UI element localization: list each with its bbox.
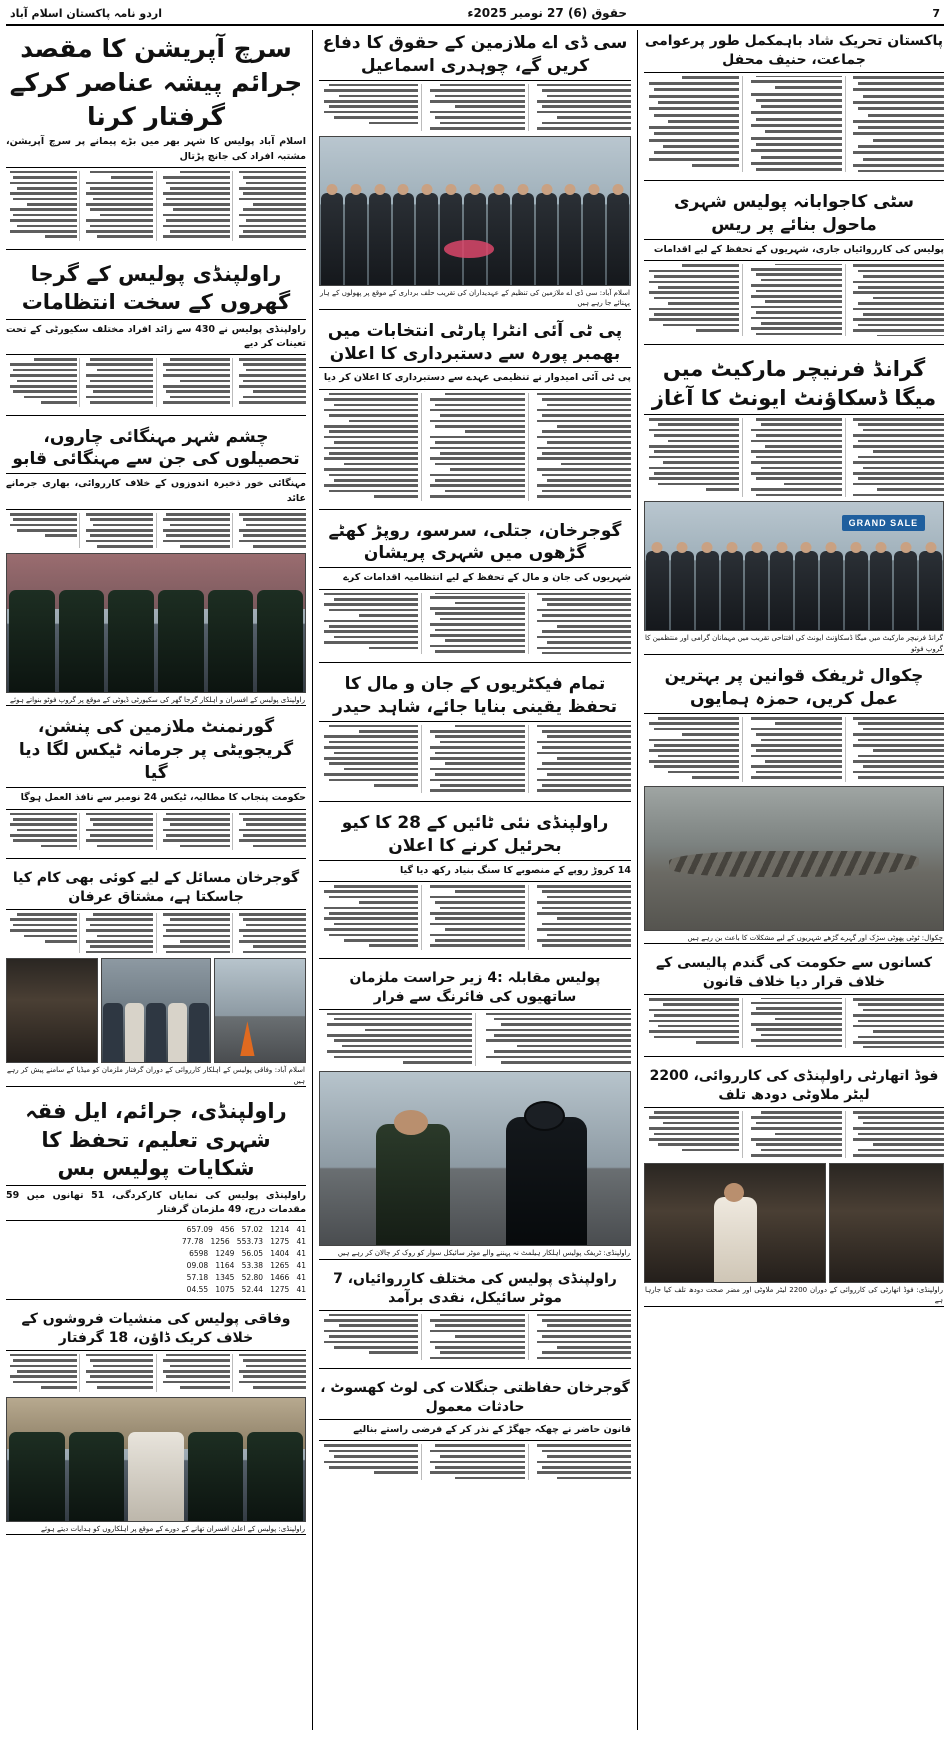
story-body (6, 358, 306, 407)
story-body (6, 513, 306, 548)
divider (319, 801, 631, 802)
divider (644, 1056, 944, 1057)
photo-row (6, 958, 306, 1063)
masthead-page-number: 7 (932, 6, 940, 20)
story-body (644, 418, 944, 497)
headline: پاکستان تحریک شاد باہمکمل طور پرعوامی جماعت، حنیف محفل (644, 30, 944, 73)
subheadline: مہنگائی خور ذخیرہ اندوزوں کے خلاف کارروائی، بھاری جرمانے عائد (6, 477, 306, 510)
subheadline: قانون حاضر نے چھکہ جھگڑ کے نذر کر کے فرضی راستے بنالیے (319, 1423, 631, 1441)
story-security-arrangements (6, 258, 306, 407)
stats-row: 41 1214 57.02 456 657.09 (186, 1225, 306, 1234)
story-body (319, 84, 631, 131)
divider (6, 1299, 306, 1300)
photo-block-police-group (6, 553, 306, 710)
story-body (319, 885, 631, 950)
photo-caption: راولپنڈی: فوڈ اتھارٹی کی کارروائی کے دوران 2200 لیٹر ملاوٹی اور مضر صحت دودھ تلف کیا جارہا ہے (644, 1283, 944, 1307)
story-pti-intra-party (319, 318, 631, 501)
photo-figures (645, 551, 943, 630)
story-search-operation (6, 30, 306, 241)
story-body (644, 717, 944, 782)
story-body (6, 1354, 306, 1392)
headline: پی ٹی آئی انٹرا پارٹی انتخابات میں بھمبر پورہ سے دستبرداری کا اعلان (319, 318, 631, 369)
story-gujar-khan-irfan (6, 867, 306, 953)
story-federal-police-crime (6, 1308, 306, 1392)
photo-street-checkpoint (214, 958, 306, 1063)
story-city-police-report (644, 189, 944, 336)
story-body (319, 1444, 631, 1480)
subheadline: شہریوں کی جان و مال کے تحفظ کے لیے انتظامیہ اقدامات کرے (319, 571, 631, 589)
story-rawalpindi-police-motorcycles (319, 1268, 631, 1361)
column-middle (312, 30, 638, 1730)
subheadline: اسلام آباد پولیس کا شہر بھر میں بڑے پیمانے پر سرچ آپریشن، مشتبہ افراد کی جانچ پڑتال (6, 135, 306, 168)
story-body (319, 393, 631, 501)
stats-row: 41 1265 53.38 1164 09.08 (186, 1261, 306, 1270)
headline: وفاقی پولیس کی منشیات فروشوں کے خلاف کریک ڈاؤن، 18 گرفتار (6, 1308, 306, 1351)
photo-caption: اسلام آباد: وفاقی پولیس کے اہلکار کارروائی کے دوران گرفتار ملزمان کو میڈیا کے سامنے پیش کر رہے ہیں (6, 1063, 306, 1087)
column-left (6, 30, 306, 1730)
photo-caption: گرانڈ فرنیچر مارکیٹ میں میگا ڈسکاؤنٹ ایونٹ کی افتتاحی تقریب میں مہمانان گرامی اور منتظمین کا گروپ فوٹو (644, 631, 944, 655)
divider (319, 1368, 631, 1369)
story-wheat-price (644, 952, 944, 1048)
stats-row: 41 1275 553.73 1256 77.78 (181, 1237, 306, 1246)
story-chakwal-traffic (644, 663, 944, 947)
story-body (644, 998, 944, 1048)
subheadline: 14 کروڑ روپے کے منصوبے کا سنگ بنیاد رکھ دیا گیا (319, 864, 631, 882)
subheadline: حکومت پنجاب کا مطالبہ، ٹیکس 24 نومبر سے نافذ العمل ہوگا (6, 791, 306, 809)
headline: سٹی کاجوابانہ پولیس شہری ماحول بنائے پر ریس (644, 189, 944, 240)
subheadline: پولیس کی کارروائیاں جاری، شہریوں کے تحفظ کے لیے اقدامات (644, 243, 944, 261)
headline: سی ڈی اے ملازمین کے حقوق کا دفاع کریں گے، چوہدری اسماعیل (319, 30, 631, 81)
headline: کسانوں سے حکومت کی گندم پالیسی کے خلاف قرار دیا خلاف قانون (644, 952, 944, 995)
story-body (6, 813, 306, 851)
story-body (319, 725, 631, 793)
subheadline: پی ٹی آئی امیدوار نے تنظیمی عہدے سے دستبرداری کا اعلان کر دیا (319, 371, 631, 389)
photo-figures (320, 193, 630, 285)
story-body (644, 1111, 944, 1158)
story-gujar-khan-gas (319, 518, 631, 654)
photo-figures (7, 590, 305, 692)
headline: راولپنڈی پولیس کے گرجا گھروں کے سخت انتظامات (6, 258, 306, 320)
headline: گوجرخان مسائل کے لیے کوئی بھی کام کیا جاسکتا ہے، مشتاق عرفان (6, 867, 306, 910)
stats-row: 41 1466 52.80 1345 57.18 (186, 1273, 306, 1282)
masthead-date: حقوق (6) 27 نومبر 2025ء (467, 6, 627, 20)
photo-caption: راولپنڈی پولیس کے افسران و اہلکار گرجا گھر کی سکیورٹی ڈیوٹی کے موقع پر گروپ فوٹو بنواتے ہوئے (6, 693, 306, 707)
headline: سرچ آپریشن کا مقصد جرائم پیشہ عناصر کرکے گرفتار کرنا (9, 34, 303, 131)
column-right (644, 30, 944, 1730)
photo-police-team (6, 553, 306, 693)
photo-suspects-lineup (101, 958, 211, 1063)
story-body (319, 593, 631, 654)
photo-row (644, 1163, 944, 1283)
grand-sale-badge: GRAND SALE (842, 515, 926, 531)
headline: گورنمنٹ ملازمین کی پنشن، گریجویٹی پر جرمانہ ٹیکس لگا دیا گیا (6, 714, 306, 788)
story-body (319, 1013, 631, 1067)
photo-damaged-road (644, 786, 944, 931)
photo-recovered-items (6, 958, 98, 1063)
headline: گوجرخان، جتلی، سرسو، روپڑ کھٹے گڑھوں میں شہری پریشان (319, 518, 631, 569)
masthead-center-title: اردو نامہ پاکستان اسلام آباد (10, 6, 162, 20)
story-cda-employees (319, 30, 631, 131)
photo-block-cda (319, 136, 631, 313)
page-columns (6, 30, 944, 1730)
story-rawalpindi-crime-bus (6, 1095, 306, 1303)
headline: گرانڈ فرنیچر مارکیٹ میں میگا ڈسکاؤنٹ ایونٹ کا آغاز (644, 353, 944, 415)
masthead (6, 4, 944, 26)
subheadline: راولپنڈی پولیس نے 430 سے زائد افراد مختلف سکیورٹی کے تحت تعینات کر دیے (6, 323, 306, 356)
story-body (6, 171, 306, 241)
stats-row: 41 1404 56.05 1249 6598 (189, 1249, 306, 1258)
divider (319, 509, 631, 510)
photo-caption: چکوال: ٹوٹی پھوٹی سڑک اور گہرے گڑھے شہریوں کے لیے مشکلات کا باعث بن رہے ہیں (644, 931, 944, 945)
photo-traffic-police-biker (319, 1071, 631, 1246)
crime-stats-table (6, 1224, 306, 1296)
photo-furniture-event (644, 501, 944, 631)
photo-caption: راولپنڈی: پولیس کے اعلیٰ افسران تھانے کے دورے کے موقع پر اہلکاروں کو ہدایات دیتے ہوئے (6, 1522, 306, 1536)
headline: راولپنڈی، جرائم، ایل فقہ شہری تعلیم، تحفظ کا شکایات پولیس بس (6, 1095, 306, 1185)
photo-caption: اسلام آباد: سی ڈی اے ملازمین کی تنظیم کے عہدیداران کی تقریب حلف برداری کے موقع پر پھولوں کے ہار پہنائے جا رہے ہیں (319, 286, 631, 310)
story-body (644, 264, 944, 336)
story-mehngai-qabu (6, 424, 306, 548)
photo-block-bottom-right (644, 1163, 944, 1310)
divider (6, 858, 306, 859)
photo-caption: راولپنڈی: ٹریفک پولیس اہلکار ہیلمٹ نہ پہننے والے موٹر سائیکل سوار کو روک کر چالان کر رہے ہیں (319, 1246, 631, 1260)
headline: گوجرخان حفاظتی جنگلات کی لوٹ کھسوٹ ، حادثات معمول (319, 1377, 631, 1420)
divider (644, 344, 944, 345)
stats-row: 41 1275 52.44 1075 04.55 (186, 1285, 306, 1294)
headline: چکوال ٹریفک قوانین پر بہترین عمل کریں، حمزہ ہمایوں (644, 663, 944, 714)
divider (6, 415, 306, 416)
headline: تمام فیکٹریوں کے جان و مال کا تحفظ یقینی بنایا جائے، شاہد حیدر (319, 671, 631, 722)
photo-food-inspector (644, 1163, 826, 1283)
photo-block-biker (319, 1071, 631, 1263)
divider (319, 958, 631, 959)
divider (319, 662, 631, 663)
story-body (319, 1314, 631, 1361)
photo-milk-disposal (829, 1163, 944, 1283)
story-grand-furniture (644, 353, 944, 658)
subheadline: راولپنڈی پولیس کی نمایاں کارکردگی، 51 تھانوں میں 59 مقدمات درج، 49 ملزمان گرفتار (6, 1189, 306, 1222)
story-tamam-factory (319, 671, 631, 793)
story-body (6, 913, 306, 953)
photo-oath-ceremony (319, 136, 631, 286)
headline: راولپنڈی نئی ٹائیں کے 28 کا کیو بحرئیل کرنے کا اعلان (319, 810, 631, 861)
headline: چشم شہر مہنگائی چاروں، تحصیلوں کی جن سے مہنگائی قابو (6, 424, 306, 475)
story-rawalpindi-newline (319, 810, 631, 950)
headline: راولپنڈی پولیس کی مختلف کارروائیاں، 7 موٹر سائیکل، نقدی برآمد (319, 1268, 631, 1311)
road-damage-area (669, 851, 919, 877)
story-body (644, 76, 944, 173)
photo-block-bottom-left (6, 1397, 306, 1539)
photo-police-officers (6, 1397, 306, 1522)
story-food-authority (644, 1065, 944, 1158)
divider (644, 180, 944, 181)
story-govt-employees (6, 714, 306, 850)
headline: فوڈ اتھارٹی راولپنڈی کی کارروائی، 2200 لیٹر ملاوٹی دودھ تلف (644, 1065, 944, 1108)
headline: پولیس مقابلہ :4 زیر حراست ملزمان ساتھیوں کی فائرنگ سے فرار (319, 967, 631, 1010)
divider (6, 249, 306, 250)
photo-block-three (6, 958, 306, 1090)
photo-figures (7, 1432, 305, 1521)
story-gujar-khan-forest (319, 1377, 631, 1480)
story-tehreek-tahaffuz (644, 30, 944, 172)
story-police-muqabla (319, 967, 631, 1067)
